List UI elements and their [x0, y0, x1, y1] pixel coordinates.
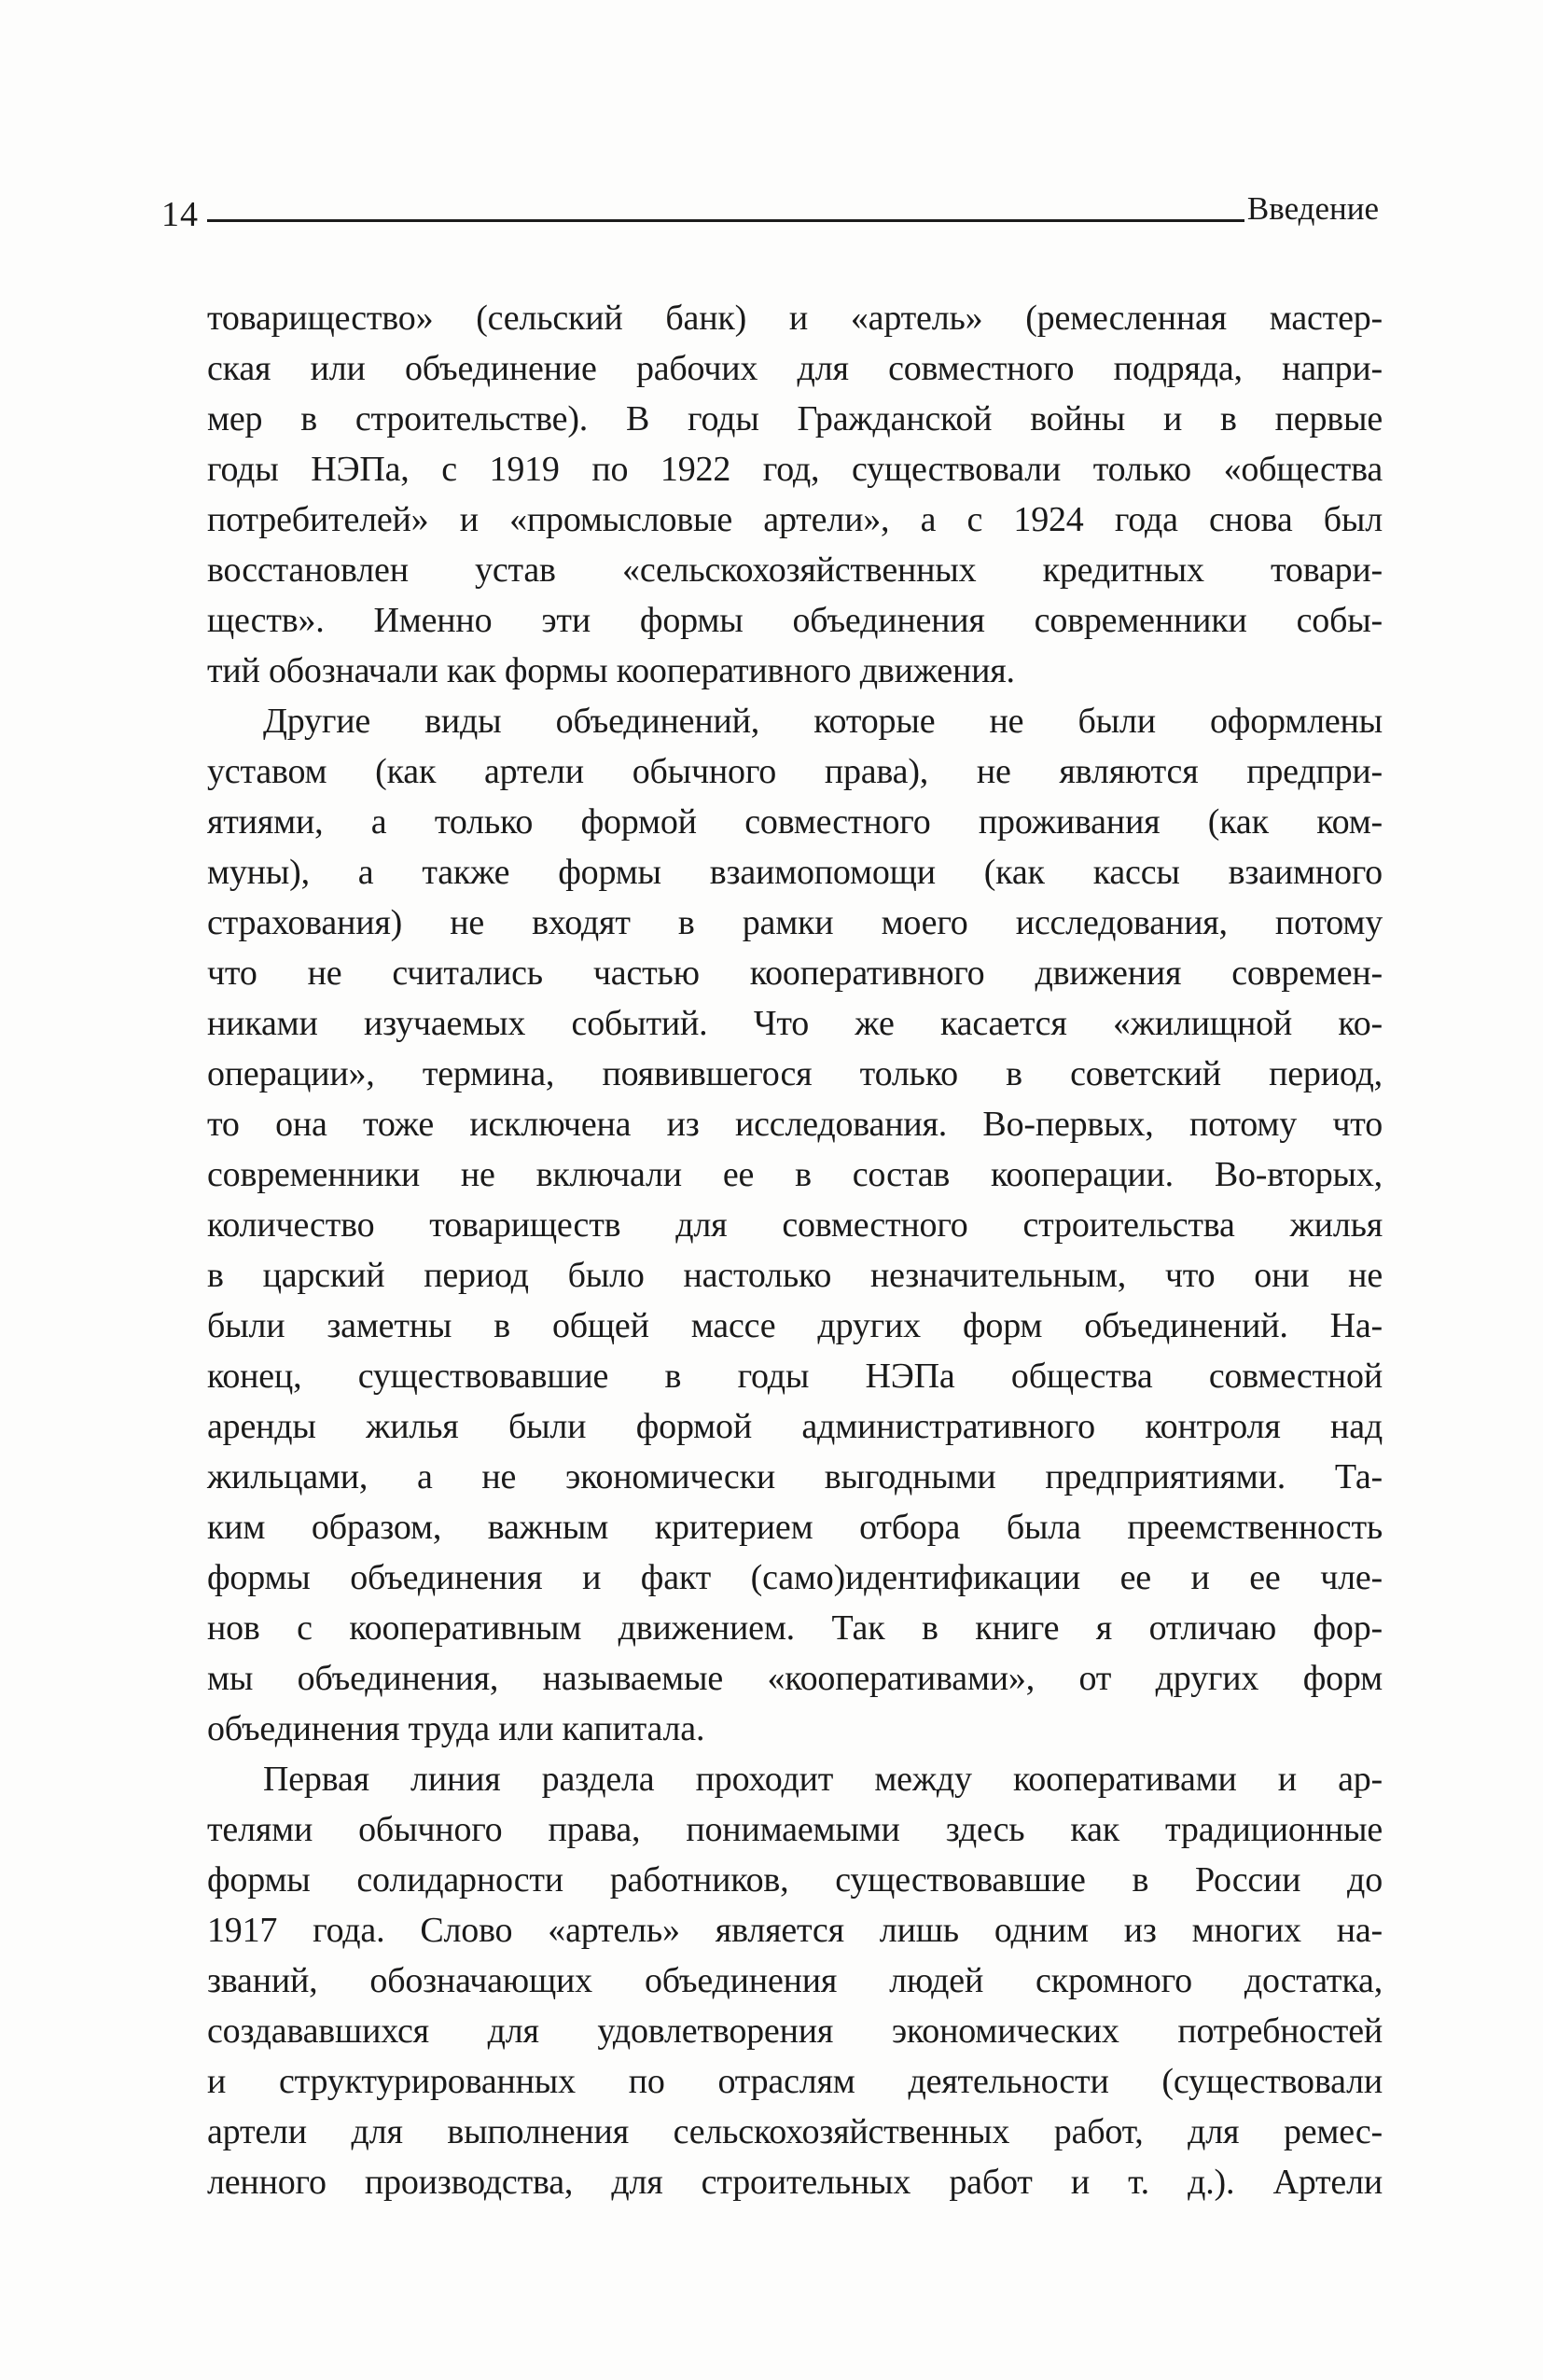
text-line: восстановлен устав «сельскохозяйственных кредитных товари- [207, 550, 1383, 590]
text-line: ская или объединение рабочих для совместного подряда, напри- [207, 349, 1383, 388]
text-line: телями обычного права, понимаемыми здесь как традиционные [207, 1810, 1383, 1849]
text-line: мер в строительстве). В годы Гражданской войны и в первые [207, 399, 1383, 438]
text-line: ким образом, важным критерием отбора была преемственность [207, 1508, 1383, 1547]
running-head: Введение [1246, 190, 1379, 227]
text-line: никами изучаемых событий. Что же касается «жилищной ко- [207, 1004, 1383, 1043]
paragraph-3 [207, 1754, 1383, 2207]
text-line: муны), а также формы взаимопомощи (как кассы взаимного [207, 853, 1383, 892]
text-line: Первая линия раздела проходит между кооперативами и ар- [263, 1760, 1383, 1799]
text-line: что не считались частью кооперативного движения современ- [207, 953, 1383, 993]
text-line: операции», термина, появившегося только в советский период, [207, 1054, 1383, 1093]
text-line: ществ». Именно эти формы объединения современники собы- [207, 601, 1383, 640]
text-line: современники не включали ее в состав кооперации. Во-вторых, [207, 1155, 1383, 1194]
page-number: 14 [161, 195, 199, 234]
text-line: мы объединения, называемые «кооперативами», от других форм [207, 1659, 1383, 1698]
text-line: то она тоже исключена из исследования. Во-первых, потому что [207, 1105, 1383, 1144]
text-line: товарищество» (сельский банк) и «артель» (ремесленная мастер- [207, 299, 1383, 338]
text-line: уставом (как артели обычного права), не являются предпри- [207, 752, 1383, 791]
text-line: конец, существовавшие в годы НЭПа общества совместной [207, 1357, 1383, 1396]
text-line: артели для выполнения сельскохозяйственных работ, для ремес- [207, 2112, 1383, 2151]
text-line: создававшихся для удовлетворения экономических потребностей [207, 2011, 1383, 2051]
text-line: количество товариществ для совместного строительства жилья [207, 1205, 1383, 1245]
text-line: ленного производства, для строительных работ и т. д.). Артели [207, 2163, 1383, 2202]
text-line: страхования) не входят в рамки моего исследования, потому [207, 903, 1383, 942]
text-line: званий, обозначающих объединения людей скромного достатка, [207, 1961, 1383, 2000]
header-rule [207, 219, 1244, 222]
text-line: в царский период было настолько незначительным, что они не [207, 1256, 1383, 1295]
text-line: были заметны в общей массе других форм объединений. На- [207, 1306, 1383, 1345]
text-line: аренды жилья были формой административного контроля над [207, 1407, 1383, 1446]
text-line: нов с кооперативным движением. Так в книге я отличаю фор- [207, 1608, 1383, 1648]
text-line: 1917 года. Слово «артель» является лишь одним из многих на- [207, 1911, 1383, 1950]
text-line: и структурированных по отраслям деятельности (существовали [207, 2062, 1383, 2101]
paragraph-2 [207, 696, 1383, 1754]
text-line: формы солидарности работников, существовавшие в России до [207, 1860, 1383, 1900]
text-line: формы объединения и факт (само)идентификации ее и ее чле- [207, 1558, 1383, 1597]
text-line: жильцами, а не экономически выгодными предприятиями. Та- [207, 1457, 1383, 1496]
body-text [207, 293, 1383, 2207]
paragraph-1 [207, 293, 1383, 696]
text-line: тий обозначали как формы кооперативного движения. [207, 651, 1015, 690]
text-line: потребителей» и «промысловые артели», а с 1924 года снова был [207, 500, 1383, 539]
text-line: годы НЭПа, с 1919 по 1922 год, существовали только «общества [207, 450, 1383, 489]
text-line: Другие виды объединений, которые не были оформлены [263, 702, 1383, 741]
text-line: объединения труда или капитала. [207, 1709, 705, 1748]
text-line: ятиями, а только формой совместного проживания (как ком- [207, 802, 1383, 842]
